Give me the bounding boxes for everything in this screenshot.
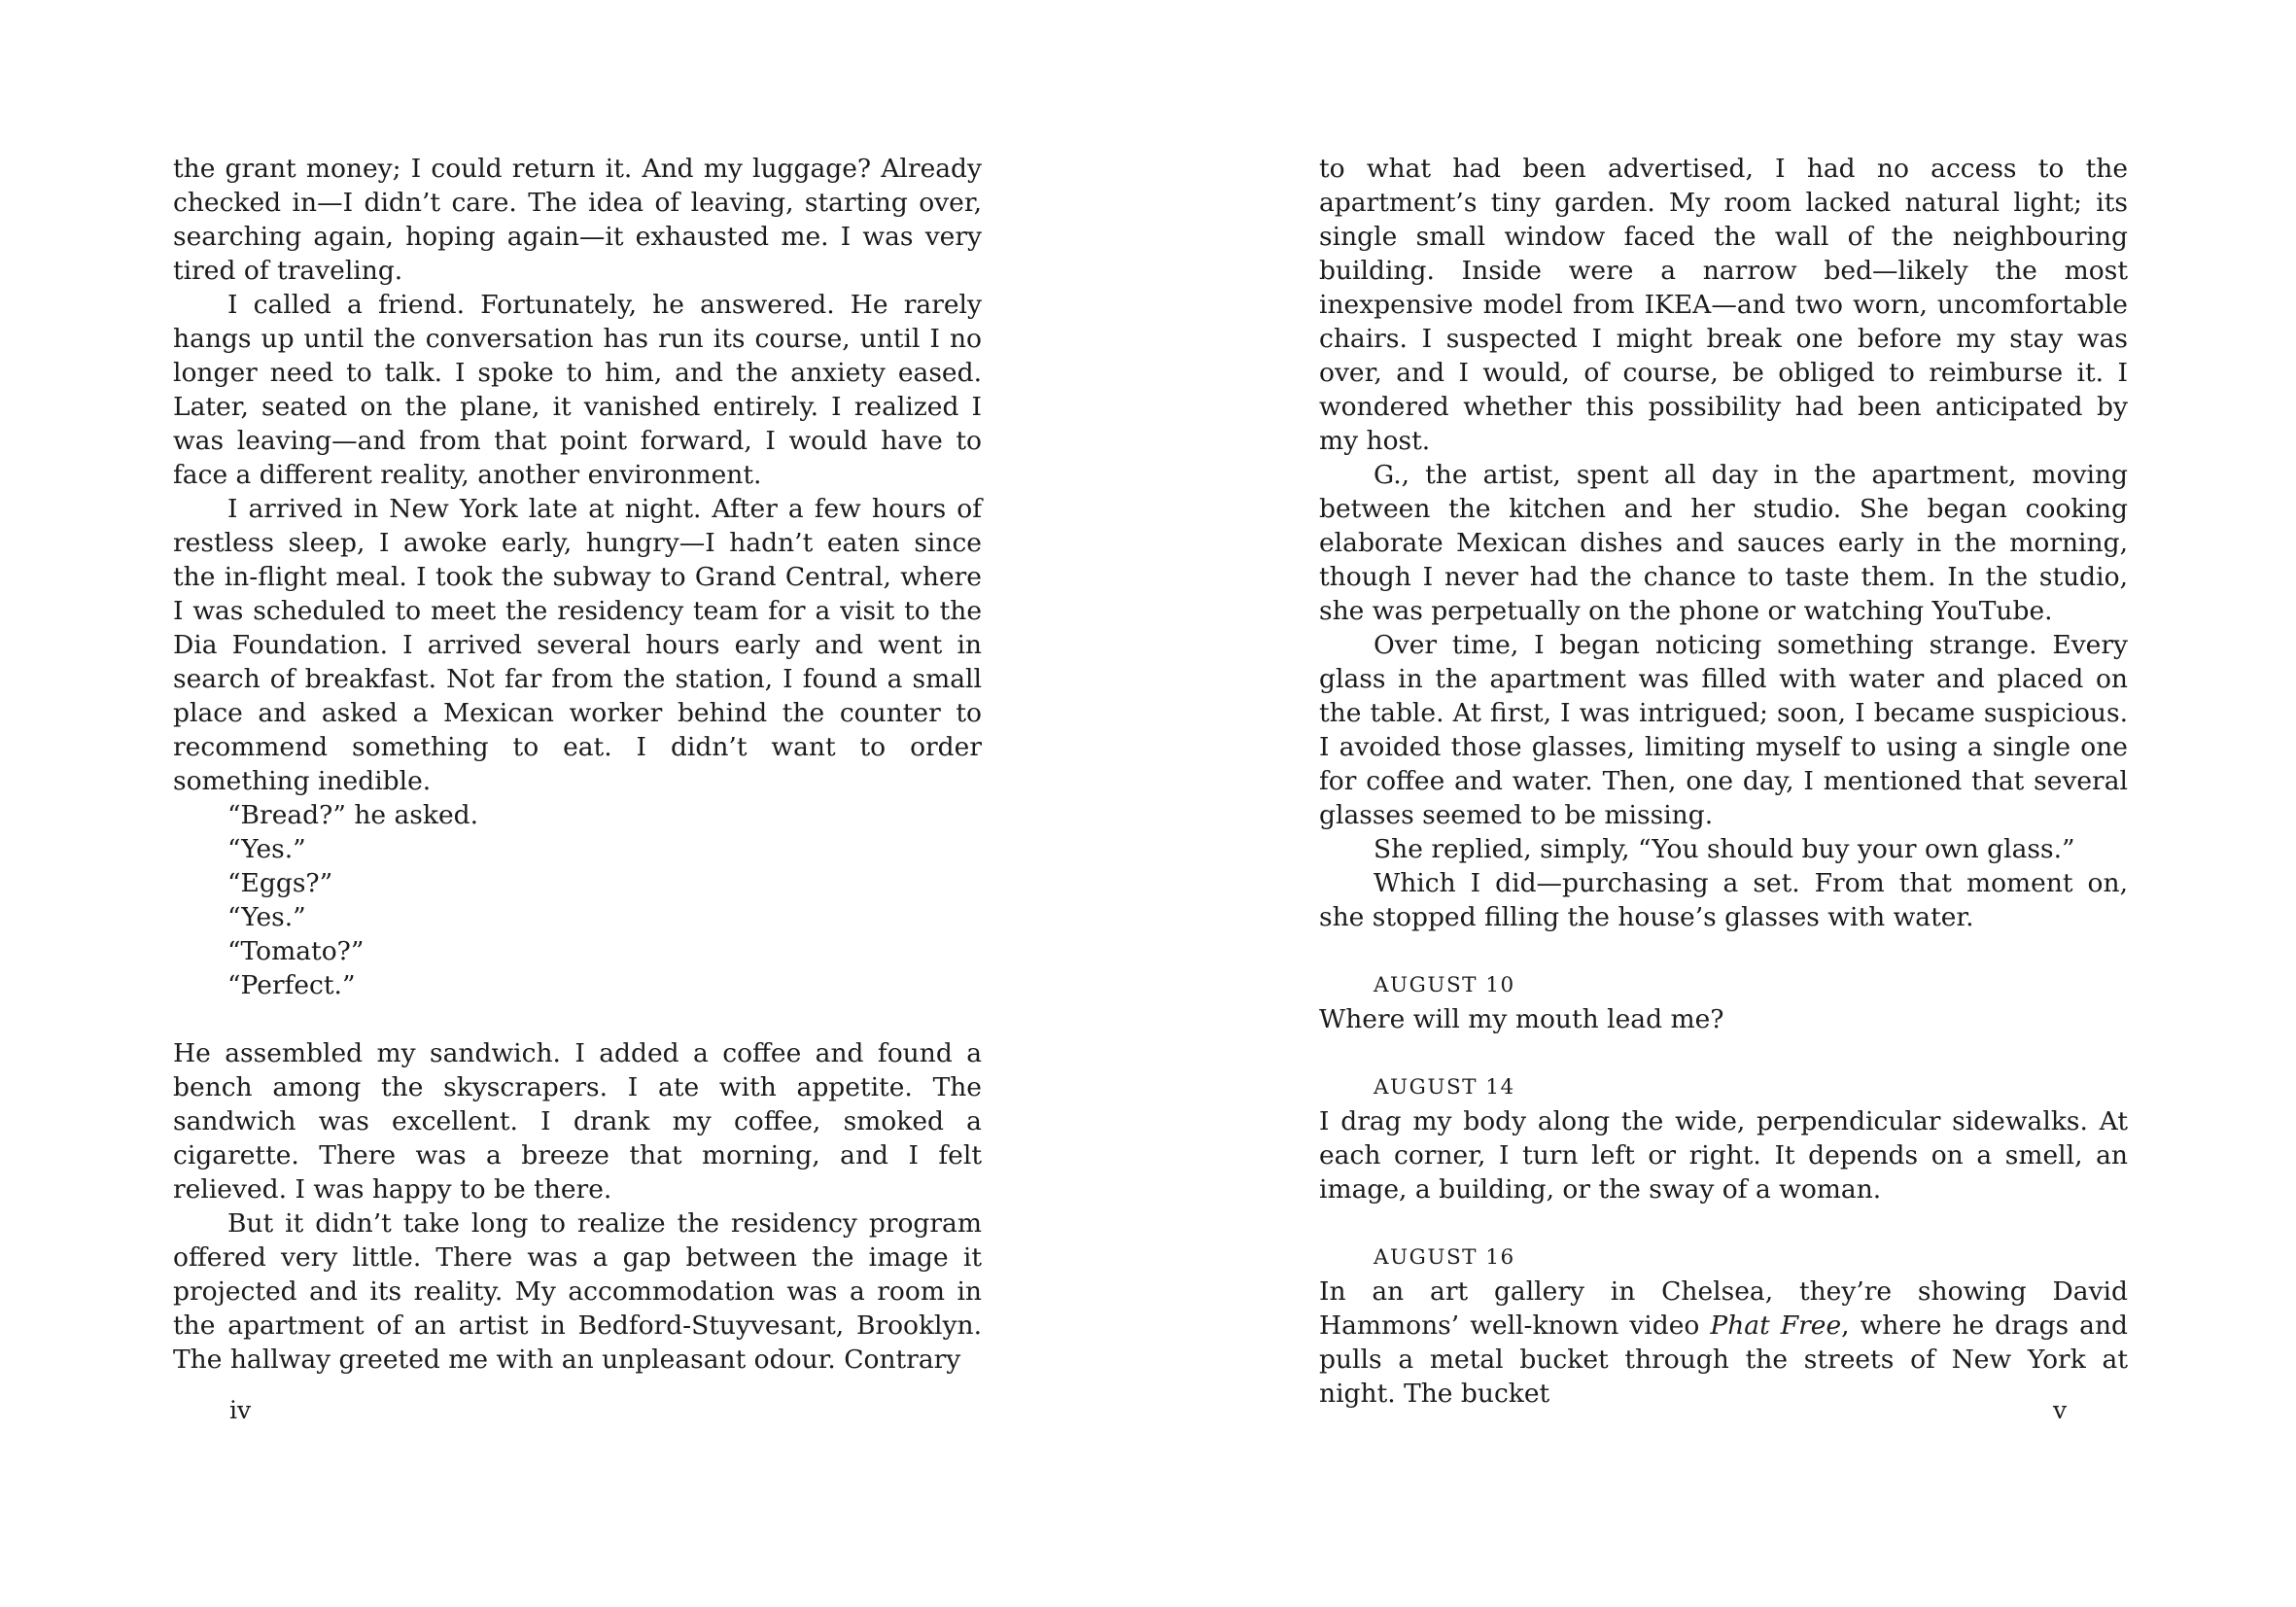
dialogue-line: [173, 968, 982, 1002]
italic-text: Phat Free: [1710, 1310, 1842, 1341]
paragraph: [1319, 1002, 2128, 1036]
text-run: Which I did—purchasing a set. From that moment on, she stopped filling the house’s glasses with water.: [1319, 868, 2128, 932]
left-page-text: [173, 152, 982, 1377]
text-run: , where he drags and pulls a metal bucket through the streets of New York at night. The bucket: [1319, 1310, 2128, 1409]
right-page-text: [1319, 152, 2128, 1411]
text-run: But it didn’t take long to realize the residency program offered very little. There was a gap between the image it projected and its reality. My accommodation was a room in the apartment of an artist in Bedford-Stuyvesant, Brooklyn. The hallway greeted me with an unpleasant odour. Contrary: [173, 1208, 982, 1375]
text-run: to what had been advertised, I had no access to the apartment’s tiny garden. My room lacked natural light; its single small window faced the wall of the neighbouring building. Inside were a narrow bed—likely the most inexpensive model from IKEA—and two worn, uncomfortable chairs. I suspected I might break one before my stay was over, and I would, of course, be obliged to reimburse it. I wondered whether this possibility had been anticipated by my host.: [1319, 154, 2128, 456]
paragraph: [1319, 832, 2128, 866]
page-number-left: iv: [229, 1396, 252, 1424]
text-run: In an art gallery in Chelsea, they’re showing David Hammons’ well-known video: [1319, 1276, 2128, 1341]
date-heading: [1319, 1240, 2128, 1275]
text-run: “Yes.”: [227, 834, 306, 864]
paragraph: [173, 288, 982, 492]
page-number-right: v: [2053, 1396, 2068, 1424]
text-run: Where will my mouth lead me?: [1319, 1004, 1724, 1034]
right-page: [1148, 0, 2296, 1607]
paragraph: [173, 1206, 982, 1377]
dialogue-line: [173, 798, 982, 832]
paragraph: [173, 492, 982, 798]
paragraph: [1319, 628, 2128, 832]
paragraph: [173, 1036, 982, 1206]
text-run: “Yes.”: [227, 902, 306, 932]
text-run: I drag my body along the wide, perpendicular sidewalks. At each corner, I turn left or right. It depends on a smell, an image, a building, or the sway of a woman.: [1319, 1106, 2128, 1205]
text-run: G., the artist, spent all day in the apartment, moving between the kitchen and her studio. She began cooking elaborate Mexican dishes and sauces early in the morning, though I never had the chance to taste them. In the studio, she was perpetually on the phone or watching YouTube.: [1319, 460, 2128, 626]
text-run: AUGUST 16: [1374, 1245, 1515, 1270]
text-run: AUGUST 14: [1374, 1075, 1515, 1100]
paragraph: [1319, 458, 2128, 628]
text-run: “Tomato?”: [227, 936, 365, 966]
paragraph: [1319, 152, 2128, 458]
paragraph: [173, 152, 982, 288]
dialogue-line: [173, 832, 982, 866]
text-run: the grant money; I could return it. And my luggage? Already checked in—I didn’t care. The idea of leaving, starting over, searching again, hoping again—it exhausted me. I was very tired of traveling.: [173, 154, 982, 286]
paragraph: [1319, 1275, 2128, 1411]
text-run: AUGUST 10: [1374, 973, 1515, 997]
dialogue-line: [173, 900, 982, 934]
text-run: Over time, I began noticing something strange. Every glass in the apartment was filled with water and placed on the table. At first, I was intrigued; soon, I became suspicious. I avoided those glasses, limiting myself to using a single one for coffee and water. Then, one day, I mentioned that several glasses seemed to be missing.: [1319, 630, 2128, 830]
text-run: I called a friend. Fortunately, he answered. He rarely hangs up until the conversation has run its course, until I no longer need to talk. I spoke to him, and the anxiety eased. Later, seated on the plane, it vanished entirely. I realized I was leaving—and from that point forward, I would have to face a different reality, another environment.: [173, 290, 982, 490]
text-run: She replied, simply, “You should buy your own glass.”: [1374, 834, 2075, 864]
dialogue-line: [173, 934, 982, 968]
text-run: I arrived in New York late at night. After a few hours of restless sleep, I awoke early, hungry—I hadn’t eaten since the in-flight meal. I took the subway to Grand Central, where I was scheduled to meet the residency team for a visit to the Dia Foundation. I arrived several hours early and went in search of breakfast. Not far from the station, I found a small place and asked a Mexican worker behind the counter to recommend something to eat. I didn’t want to order something inedible.: [173, 494, 982, 796]
text-run: “Perfect.”: [227, 970, 356, 1000]
text-run: “Eggs?”: [227, 868, 333, 898]
text-run: “Bread?” he asked.: [227, 800, 479, 830]
paragraph: [1319, 866, 2128, 934]
date-heading: [1319, 968, 2128, 1002]
paragraph: [1319, 1104, 2128, 1206]
text-run: He assembled my sandwich. I added a coffee and found a bench among the skyscrapers. I ate with appetite. The sandwich was excellent. I drank my coffee, smoked a cigarette. There was a breeze that morning, and I felt relieved. I was happy to be there.: [173, 1038, 982, 1205]
dialogue-line: [173, 866, 982, 900]
date-heading: [1319, 1070, 2128, 1104]
